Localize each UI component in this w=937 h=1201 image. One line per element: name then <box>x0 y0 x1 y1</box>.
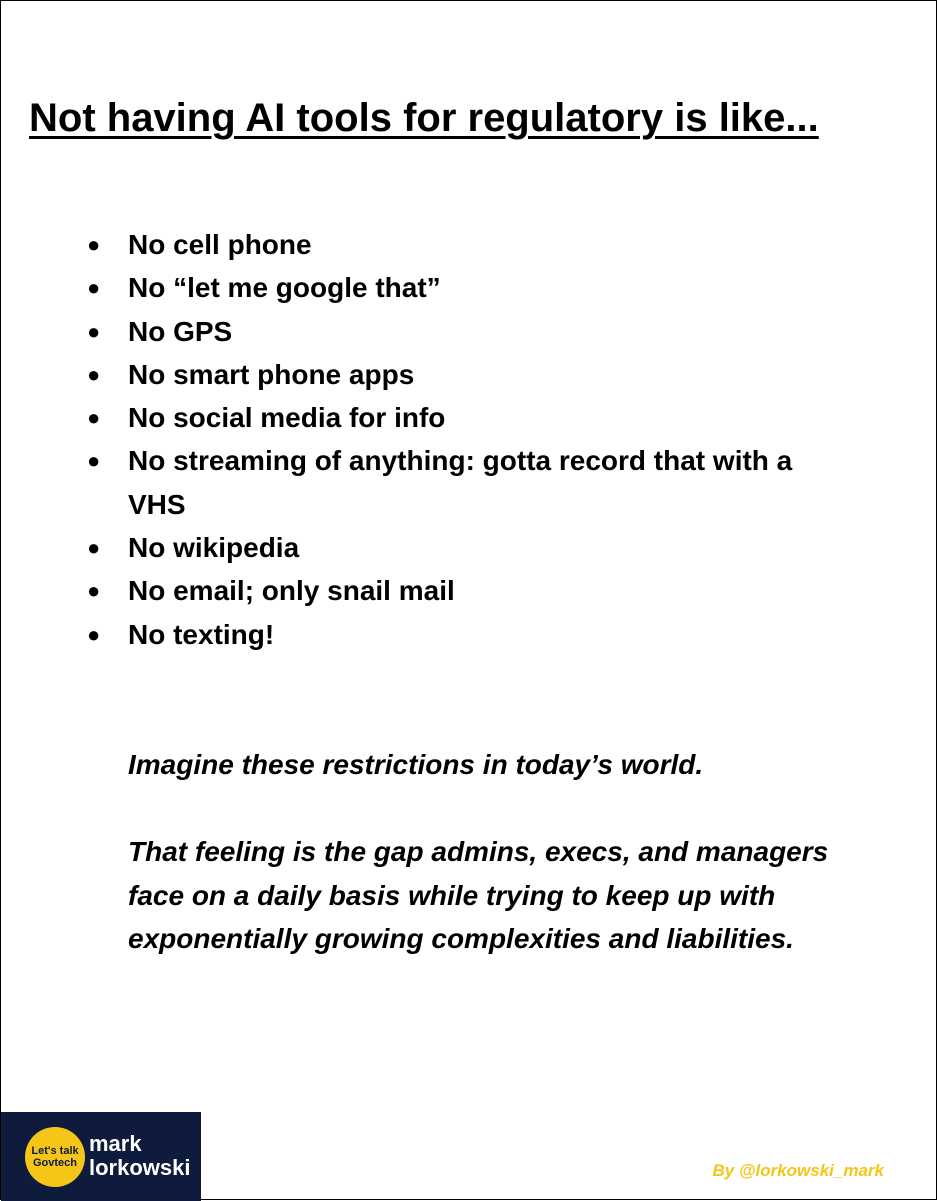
list-item <box>85 310 845 353</box>
govtech-logo-icon <box>25 1127 85 1187</box>
closing-line-1: Imagine these restrictions in today’s world. <box>128 749 704 780</box>
brand-footer <box>1 1112 201 1201</box>
bullet-icon: ● <box>87 275 101 301</box>
page-title: Not having AI tools for regulatory is like... <box>29 96 819 140</box>
list-item-text: No streaming of anything: gotta record that with a VHS <box>128 445 793 520</box>
list-item <box>85 569 845 612</box>
list-item <box>85 613 845 656</box>
list-item <box>85 439 845 526</box>
bullet-icon: ● <box>87 578 101 604</box>
brand-name <box>89 1132 190 1180</box>
logo-line-1: Let's talk <box>31 1145 79 1157</box>
bullet-icon: ● <box>87 232 101 257</box>
list-item <box>85 223 845 266</box>
bullet-list <box>85 223 845 656</box>
list-item-text: No “let me google that” <box>128 272 441 304</box>
list-item <box>85 396 845 439</box>
bullet-icon: ● <box>87 535 101 561</box>
bullet-icon: ● <box>87 405 101 431</box>
list-item-text: No smart phone apps <box>128 358 415 390</box>
logo-line-2: Govtech <box>32 1157 77 1169</box>
bullet-icon: ● <box>87 318 101 344</box>
list-item <box>85 353 845 396</box>
list-item <box>85 526 845 569</box>
list-item-text: No cell phone <box>128 229 312 260</box>
list-item-text: No GPS <box>128 315 233 347</box>
brand-name-line-1: mark <box>89 1131 142 1156</box>
bullet-icon: ● <box>87 448 101 474</box>
bullet-icon: ● <box>87 361 101 387</box>
list-item-text: No social media for info <box>128 402 446 434</box>
list-item-text: No texting! <box>128 618 275 650</box>
closing-line-2: That feeling is the gap admins, execs, and managers face on a daily basis while trying to keep up with exponentially growing complexities and liabilities. <box>128 836 829 954</box>
closing-text <box>128 743 848 961</box>
brand-name-line-2: lorkowski <box>89 1155 191 1180</box>
author-byline: By @lorkowski_mark <box>712 1161 884 1180</box>
list-item-text: No wikipedia <box>128 532 300 564</box>
bullet-icon: ● <box>87 621 101 647</box>
list-item-text: No email; only snail mail <box>128 575 455 607</box>
list-item <box>85 266 845 309</box>
